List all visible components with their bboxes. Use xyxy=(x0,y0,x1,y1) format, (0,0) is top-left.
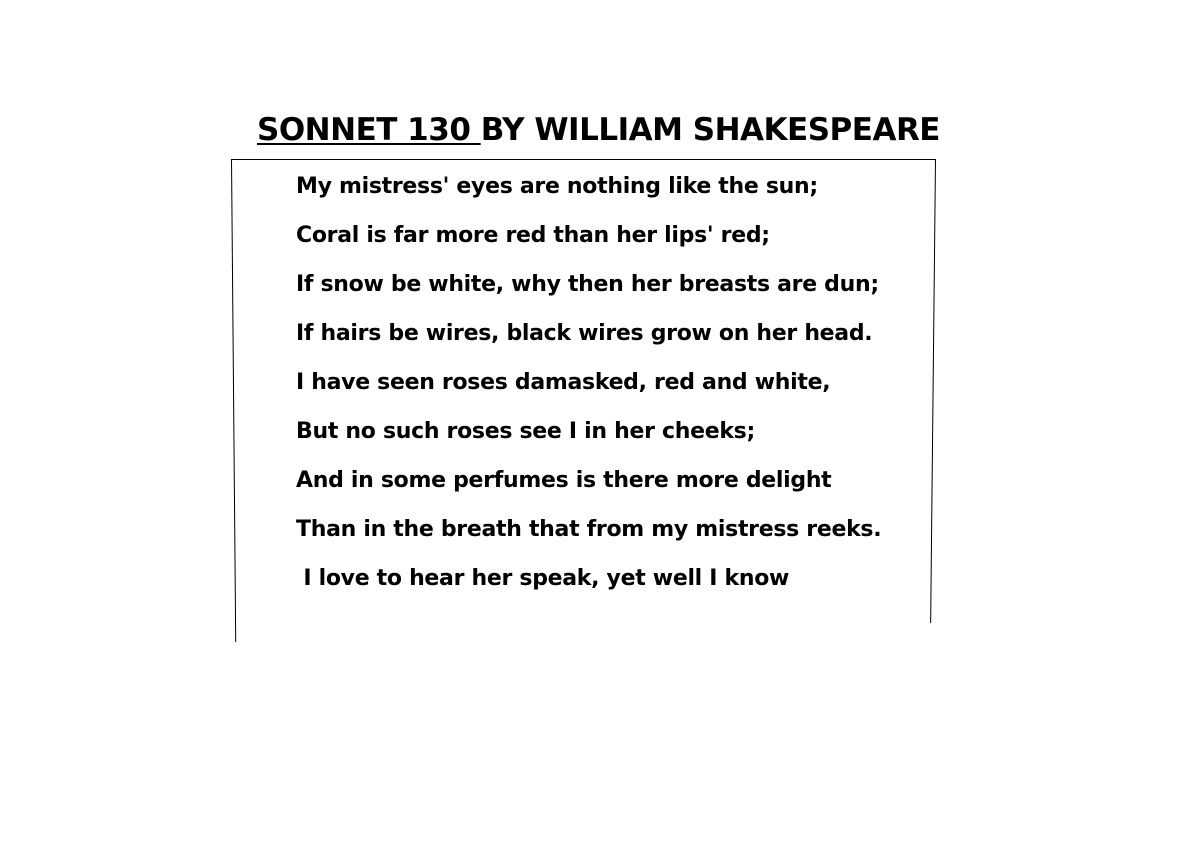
poem-line: I have seen roses damasked, red and white, xyxy=(296,370,831,395)
page-title xyxy=(257,110,940,150)
poem-line: If hairs be wires, black wires grow on her head. xyxy=(296,321,873,346)
title-author-part: BY WILLIAM SHAKESPEARE xyxy=(480,112,940,148)
title-underlined-part: SONNET 130 xyxy=(257,112,481,148)
poem-text xyxy=(296,167,881,608)
poem-line: Than in the breath that from my mistress reeks. xyxy=(296,517,882,542)
frame-top-border xyxy=(231,159,936,160)
frame-left-border xyxy=(231,159,236,642)
poem-line: And in some perfumes is there more delight xyxy=(296,468,832,493)
poem-line: If snow be white, why then her breasts are dun; xyxy=(296,272,879,297)
frame-right-border xyxy=(930,159,936,623)
poem-line: My mistress' eyes are nothing like the sun; xyxy=(296,174,818,199)
poem-line: Coral is far more red than her lips' red; xyxy=(296,223,770,248)
poem-line: I love to hear her speak, yet well I know xyxy=(296,566,790,591)
poem-line: But no such roses see I in her cheeks; xyxy=(296,419,755,444)
